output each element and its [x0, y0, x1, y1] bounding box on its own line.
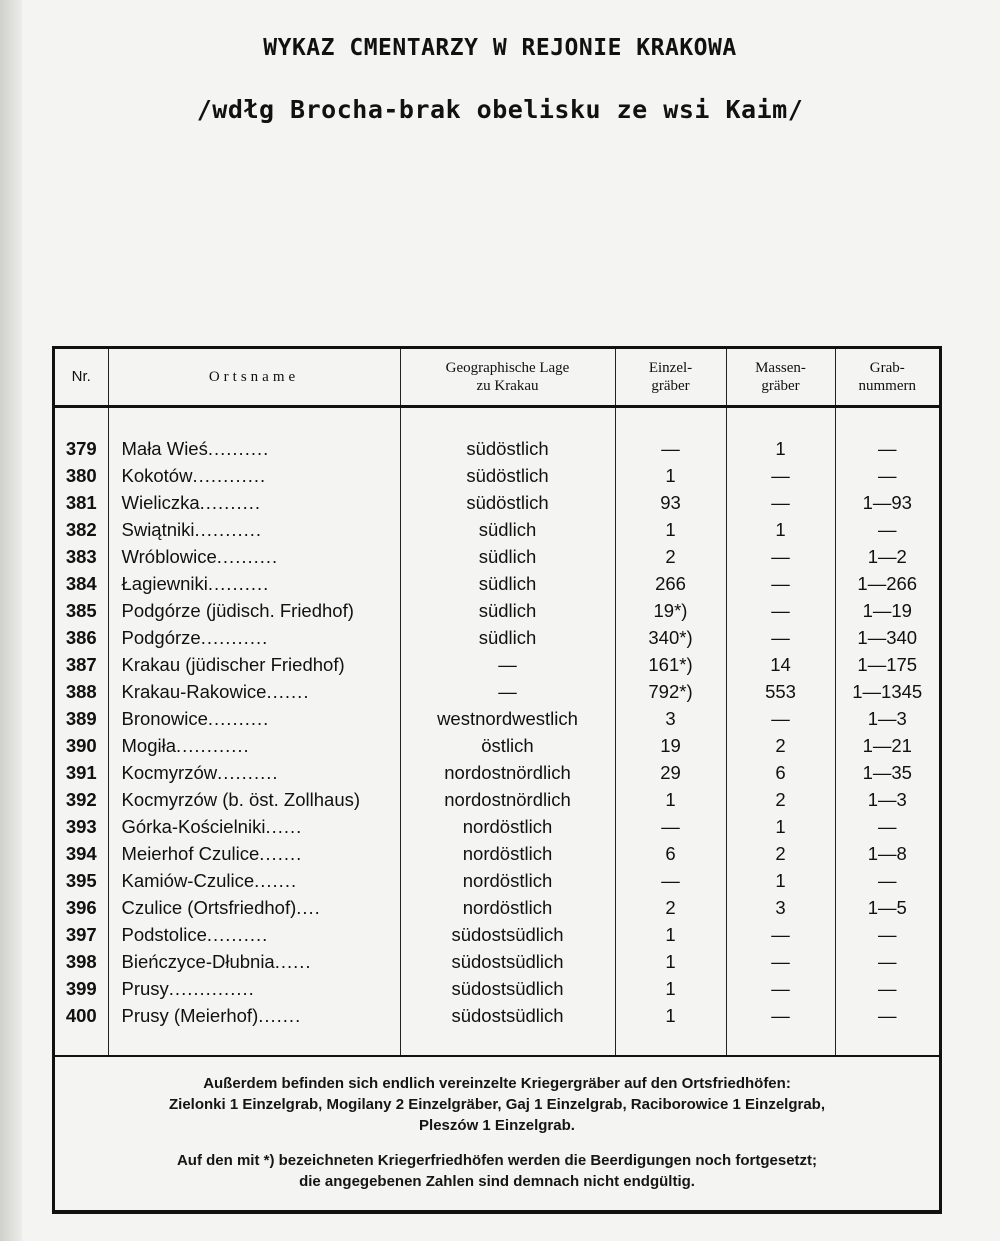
row-number: 380 — [55, 462, 108, 489]
row-number: 387 — [55, 651, 108, 678]
row-lage: nordostnördlich — [400, 786, 615, 813]
row-leader-dots: .......... — [206, 924, 269, 945]
footnote-line4: Auf den mit *) bezeichneten Kriegerfriedhöfen werden die Beerdigungen noch fortgesetzt; — [176, 1152, 818, 1169]
row-grabnummern: — — [878, 519, 897, 540]
row-grabnummern: — — [878, 1005, 897, 1026]
row-massengraeber: — — [726, 570, 835, 597]
table-row — [55, 678, 939, 705]
row-grabnummern: 1—340 — [857, 627, 918, 648]
row-ortsname — [108, 840, 400, 867]
row-number: 388 — [55, 678, 108, 705]
row-lage: südostsüdlich — [400, 1002, 615, 1029]
row-number: 398 — [55, 948, 108, 975]
page-binding-shadow — [0, 0, 22, 1241]
row-ortsname — [108, 732, 400, 759]
row-number: 391 — [55, 759, 108, 786]
footnote-line1: Außerdem befinden sich endlich vereinzelte Kriegergräber auf den Ortsfriedhöfen: — [203, 1075, 791, 1092]
row-einzelgraeber: — — [615, 813, 726, 840]
table-row — [55, 543, 939, 570]
row-grabnummern: — — [878, 978, 897, 999]
row-number: 400 — [55, 1002, 108, 1029]
row-massengraeber: 2 — [726, 786, 835, 813]
row-ortsname — [108, 570, 400, 597]
row-einzelgraeber: 29 — [615, 759, 726, 786]
table-row — [55, 570, 939, 597]
row-massengraeber: — — [726, 489, 835, 516]
row-leader-dots: ........... — [200, 627, 269, 648]
row-ortsname — [108, 867, 400, 894]
row-ortsname — [108, 1002, 400, 1029]
table-header-row — [55, 349, 939, 407]
row-lage: östlich — [400, 732, 615, 759]
row-number: 383 — [55, 543, 108, 570]
table-row — [55, 462, 939, 489]
row-einzelgraeber: 1 — [615, 462, 726, 489]
row-massengraeber: 1 — [726, 813, 835, 840]
header-einzel-line1: Einzel- — [648, 360, 693, 376]
row-grabnummern: 1—21 — [862, 735, 912, 756]
header-massen-line1: Massen- — [755, 360, 806, 376]
row-leader-dots: .......... — [216, 546, 279, 567]
row-einzelgraeber: 1 — [615, 948, 726, 975]
row-number: 392 — [55, 786, 108, 813]
row-einzelgraeber: 1 — [615, 1002, 726, 1029]
row-lage: südlich — [400, 543, 615, 570]
row-number: 396 — [55, 894, 108, 921]
row-massengraeber: — — [726, 705, 835, 732]
row-ortsname-text: Meierhof Czulice — [121, 843, 260, 864]
row-einzelgraeber: 3 — [615, 705, 726, 732]
header-nr: Nr. — [55, 349, 108, 407]
table-row — [55, 975, 939, 1002]
cemetery-table-frame — [52, 346, 942, 1214]
row-ortsname — [108, 597, 400, 624]
header-ortsname: Ortsname — [108, 349, 400, 407]
row-einzelgraeber: — — [615, 435, 726, 462]
row-lage: nordöstlich — [400, 894, 615, 921]
row-lage: südostsüdlich — [400, 948, 615, 975]
row-number: 397 — [55, 921, 108, 948]
row-lage: nordöstlich — [400, 840, 615, 867]
row-ortsname-text: Górka-Kościelniki — [121, 816, 266, 837]
row-grabnummern: 1—266 — [857, 573, 918, 594]
footnote-line3: Pleszów 1 Einzelgrab. — [419, 1117, 575, 1134]
header-einzel-line2: gräber — [651, 378, 690, 394]
page-subtitle: /wdłg Brocha-brak obelisku ze wsi Kaim/ — [196, 95, 804, 124]
table-row — [55, 597, 939, 624]
row-leader-dots: .......... — [207, 573, 270, 594]
row-leader-dots: ...... — [274, 951, 312, 972]
row-massengraeber: — — [726, 597, 835, 624]
row-leader-dots: .......... — [217, 762, 279, 783]
row-massengraeber: — — [726, 975, 835, 1002]
row-lage: südlich — [400, 570, 615, 597]
row-leader-dots: ....... — [254, 870, 298, 891]
row-massengraeber: — — [726, 462, 835, 489]
row-massengraeber: 6 — [726, 759, 835, 786]
row-einzelgraeber: 1 — [615, 516, 726, 543]
row-massengraeber: — — [726, 543, 835, 570]
row-ortsname — [108, 543, 400, 570]
row-leader-dots: ........... — [194, 519, 263, 540]
row-lage: nordöstlich — [400, 867, 615, 894]
row-lage: nordöstlich — [400, 813, 615, 840]
row-lage: — — [400, 678, 615, 705]
row-einzelgraeber: 1 — [615, 921, 726, 948]
row-ortsname — [108, 462, 400, 489]
row-number: 390 — [55, 732, 108, 759]
row-massengraeber: 1 — [726, 867, 835, 894]
table-row — [55, 759, 939, 786]
row-massengraeber: 14 — [726, 651, 835, 678]
row-lage: südlich — [400, 516, 615, 543]
row-leader-dots: ....... — [266, 681, 310, 702]
row-massengraeber: — — [726, 624, 835, 651]
table-row — [55, 1002, 939, 1029]
row-ortsname-text: Kokotów — [121, 465, 193, 486]
row-ortsname-text: Bieńczyce-Dłubnia — [121, 951, 275, 972]
row-grabnummern: 1—93 — [862, 492, 912, 513]
row-einzelgraeber: 2 — [615, 894, 726, 921]
row-massengraeber: — — [726, 1002, 835, 1029]
row-einzelgraeber: 93 — [615, 489, 726, 516]
row-grabnummern: 1—2 — [867, 546, 907, 567]
row-leader-dots: ............ — [192, 465, 267, 486]
row-leader-dots: .......... — [199, 492, 262, 513]
row-einzelgraeber: 19 — [615, 732, 726, 759]
row-ortsname-text: Podgórze (jüdisch. Friedhof) — [121, 600, 354, 621]
row-leader-dots: ....... — [259, 843, 303, 864]
table-spacer-row — [55, 407, 939, 436]
row-lage: südöstlich — [400, 435, 615, 462]
table-filler-row — [55, 1029, 939, 1056]
row-ortsname-text: Kocmyrzów — [121, 762, 218, 783]
row-einzelgraeber: 1 — [615, 786, 726, 813]
row-ortsname-text: Swiątniki — [121, 519, 195, 540]
header-massen-line2: gräber — [761, 378, 800, 394]
row-leader-dots: .......... — [207, 708, 270, 729]
row-grabnummern: — — [878, 924, 897, 945]
row-ortsname-text: Prusy (Meierhof) — [121, 1005, 259, 1026]
header-massen — [726, 349, 835, 407]
row-ortsname — [108, 705, 400, 732]
row-massengraeber: 1 — [726, 516, 835, 543]
table-row — [55, 624, 939, 651]
row-number: 382 — [55, 516, 108, 543]
row-lage: südöstlich — [400, 489, 615, 516]
row-leader-dots: .... — [296, 897, 321, 918]
row-grabnummern: — — [878, 951, 897, 972]
table-row — [55, 894, 939, 921]
table-row — [55, 786, 939, 813]
row-grabnummern: — — [878, 465, 897, 486]
header-lage — [400, 349, 615, 407]
row-lage: — — [400, 651, 615, 678]
row-ortsname — [108, 651, 400, 678]
row-grabnummern: 1—3 — [867, 708, 907, 729]
row-massengraeber: 3 — [726, 894, 835, 921]
row-ortsname — [108, 516, 400, 543]
row-grabnummern: 1—35 — [862, 762, 912, 783]
footnotes — [55, 1055, 939, 1206]
table-row — [55, 948, 939, 975]
row-einzelgraeber: 792*) — [615, 678, 726, 705]
row-ortsname — [108, 975, 400, 1002]
table-row — [55, 732, 939, 759]
footnote-line5: die angegebenen Zahlen sind demnach nicht endgültig. — [299, 1173, 695, 1190]
table-row — [55, 651, 939, 678]
row-lage: westnordwestlich — [400, 705, 615, 732]
row-ortsname — [108, 813, 400, 840]
row-lage: südostsüdlich — [400, 921, 615, 948]
table-row — [55, 705, 939, 732]
row-number: 386 — [55, 624, 108, 651]
row-leader-dots: ...... — [265, 816, 303, 837]
footnote-line2: Zielonki 1 Einzelgrab, Mogilany 2 Einzelgräber, Gaj 1 Einzelgrab, Raciborowice 1 Einzelgrab, — [168, 1096, 825, 1113]
row-ortsname — [108, 786, 400, 813]
row-number: 394 — [55, 840, 108, 867]
header-lage-line1: Geographische Lage — [445, 360, 570, 376]
row-massengraeber: 1 — [726, 435, 835, 462]
page-title: WYKAZ CMENTARZY W REJONIE KRAKOWA — [263, 35, 737, 61]
table-body — [55, 407, 939, 1057]
row-ortsname-text: Podgórze — [121, 627, 201, 648]
row-grabnummern: 1—3 — [867, 789, 907, 810]
row-lage: südostsüdlich — [400, 975, 615, 1002]
row-ortsname-text: Wróblowice — [121, 546, 217, 567]
row-ortsname — [108, 759, 400, 786]
row-number: 393 — [55, 813, 108, 840]
row-grabnummern: 1—175 — [857, 654, 918, 675]
row-ortsname — [108, 894, 400, 921]
bleed-through-text — [60, 60, 960, 240]
row-massengraeber: — — [726, 921, 835, 948]
row-ortsname-text: Podstolice — [121, 924, 207, 945]
row-grabnummern: — — [878, 438, 897, 459]
row-einzelgraeber: — — [615, 867, 726, 894]
row-leader-dots: ............ — [176, 735, 250, 756]
row-grabnummern: — — [878, 816, 897, 837]
row-number: 384 — [55, 570, 108, 597]
row-number: 385 — [55, 597, 108, 624]
row-lage: südlich — [400, 624, 615, 651]
table-row — [55, 435, 939, 462]
row-number: 395 — [55, 867, 108, 894]
row-number: 389 — [55, 705, 108, 732]
row-ortsname-text: Czulice (Ortsfriedhof) — [121, 897, 297, 918]
row-massengraeber: 2 — [726, 840, 835, 867]
footnote-extra-graves — [55, 1073, 939, 1136]
row-ortsname-text: Bronowice — [121, 708, 208, 729]
cemetery-table — [55, 349, 939, 1056]
table-row — [55, 516, 939, 543]
row-grabnummern: 1—1345 — [852, 681, 923, 702]
row-ortsname-text: Łagiewniki — [121, 573, 208, 594]
row-ortsname-text: Krakau-Rakowice — [121, 681, 267, 702]
table-row — [55, 921, 939, 948]
table-row — [55, 840, 939, 867]
row-massengraeber: 553 — [726, 678, 835, 705]
row-ortsname-text: Krakau (jüdischer Friedhof) — [121, 654, 345, 675]
row-lage: nordostnördlich — [400, 759, 615, 786]
row-ortsname — [108, 624, 400, 651]
row-grabnummern: 1—8 — [867, 843, 907, 864]
row-lage: südlich — [400, 597, 615, 624]
row-number: 379 — [55, 435, 108, 462]
row-grabnummern: — — [878, 870, 897, 891]
row-ortsname-text: Kamiów-Czulice — [121, 870, 255, 891]
row-einzelgraeber: 1 — [615, 975, 726, 1002]
row-number: 399 — [55, 975, 108, 1002]
row-leader-dots: ....... — [258, 1005, 302, 1026]
row-einzelgraeber: 266 — [615, 570, 726, 597]
row-ortsname — [108, 948, 400, 975]
row-ortsname-text: Prusy — [121, 978, 169, 999]
row-ortsname — [108, 678, 400, 705]
row-ortsname-text: Mogiła — [121, 735, 176, 756]
row-grabnummern: 1—5 — [867, 897, 907, 918]
header-einzel — [615, 349, 726, 407]
row-ortsname-text: Wieliczka — [121, 492, 200, 513]
row-ortsname-text: Kocmyrzów (b. öst. Zollhaus) — [121, 789, 361, 810]
row-einzelgraeber: 340*) — [615, 624, 726, 651]
header-grab-line2: nummern — [858, 378, 916, 394]
row-number: 381 — [55, 489, 108, 516]
row-einzelgraeber: 6 — [615, 840, 726, 867]
row-leader-dots: .............. — [168, 978, 255, 999]
row-ortsname-text: Mała Wieś — [121, 438, 208, 459]
table-row — [55, 813, 939, 840]
row-ortsname — [108, 435, 400, 462]
header-grab-line1: Grab- — [869, 360, 905, 376]
row-massengraeber: 2 — [726, 732, 835, 759]
row-leader-dots: .......... — [207, 438, 270, 459]
header-lage-line2: zu Krakau — [476, 378, 539, 394]
footnote-asterisk — [55, 1150, 939, 1192]
row-massengraeber: — — [726, 948, 835, 975]
row-grabnummern: 1—19 — [862, 600, 912, 621]
table-row — [55, 867, 939, 894]
row-ortsname — [108, 921, 400, 948]
row-einzelgraeber: 161*) — [615, 651, 726, 678]
header-grab — [835, 349, 939, 407]
row-einzelgraeber: 19*) — [615, 597, 726, 624]
row-ortsname — [108, 489, 400, 516]
table-row — [55, 489, 939, 516]
row-einzelgraeber: 2 — [615, 543, 726, 570]
row-lage: südöstlich — [400, 462, 615, 489]
